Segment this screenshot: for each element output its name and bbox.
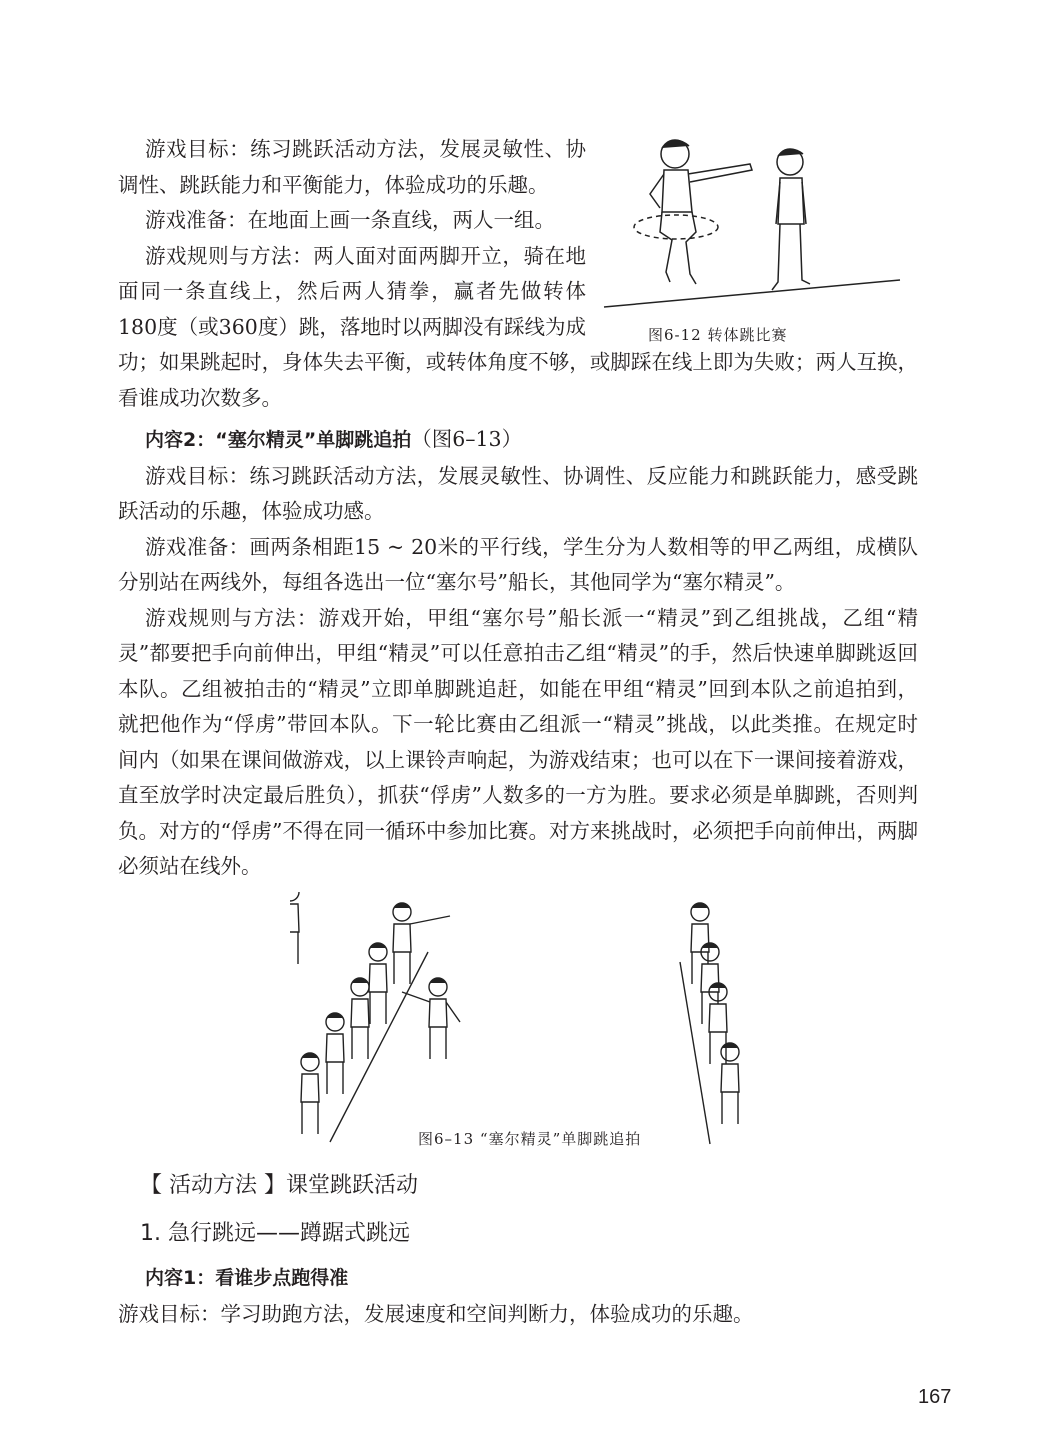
turning-jump-illustration [600, 132, 918, 344]
figure-6-12-caption: 图6-12 转体跳比赛 [648, 326, 788, 344]
section2-prep: 游戏准备：画两条相距15 ~ 20米的平行线，学生分为人数相等的甲乙两组，成横队分别站在两线外，每组各选出一位“塞尔号”船长，其他同学为“塞尔精灵”。 [118, 534, 918, 594]
section1-goal: 游戏目标：练习跳跃活动方法，发展灵敏性、协调性、跳跃能力和平衡能力，体验成功的乐趣。 [118, 137, 586, 197]
section1-prep: 游戏准备：在地面上画一条直线，两人一组。 [145, 208, 555, 232]
section2-title [118, 422, 918, 459]
section2-goal: 游戏目标：练习跳跃活动方法，发展灵敏性、协调性、反应能力和跳跃能力，感受跳跃活动的乐趣，体验成功感。 [118, 463, 918, 523]
section1-rules: 游戏规则与方法：两人面对面两脚开立，骑在地面同一条直线上，然后两人猜拳，赢者先做转体180度（或360度）跳，落地时以两脚没有踩线为成功；如果跳起时，身体失去平衡，或转体角度不够，或脚踩在线上即为失败；两人互换，看谁成功次数多。 [118, 243, 918, 410]
section2-text [118, 422, 918, 885]
section2-title-text: 内容2：“塞尔精灵”单脚跳追拍 [145, 429, 412, 451]
section3-heading: 【 活动方法 】课堂跳跃活动 [140, 1173, 418, 1198]
figure-6-13-caption: 图6–13 “塞尔精灵”单脚跳追拍 [418, 1130, 642, 1148]
figure-6-13-illustration [290, 892, 750, 1152]
section3-goal: 游戏目标：学习助跑方法，发展速度和空间判断力，体验成功的乐趣。 [118, 1301, 754, 1326]
section3-text [118, 1260, 918, 1332]
figure-6-12 [600, 132, 918, 344]
section1-text [118, 132, 918, 416]
section3-content-title: 内容1：看谁步点跑得准 [145, 1267, 349, 1289]
section3-subheading: 1. 急行跳远——蹲踞式跳远 [140, 1221, 410, 1246]
section2-rules: 游戏规则与方法：游戏开始，甲组“塞尔号”船长派一“精灵”到乙组挑战，乙组“精灵”都要把手向前伸出，甲组“精灵”可以任意拍击乙组“精灵”的手，然后快速单脚跳返回本队。乙组被拍击的“精灵”立即单脚跳追赶，如能在甲组“精灵”回到本队之前追拍到，就把他作为“俘虏”带回本队。下一轮比赛由乙组派一“精灵”挑战，以此类推。在规定时间内（如果在课间做游戏，以上课铃声响起，为游戏结束；也可以在下一课间接着游戏，直至放学时决定最后胜负），抓获“俘虏”人数多的一方为胜。要求必须是单脚跳，否则判负。对方的“俘虏”不得在同一循环中参加比赛。对方来挑战时，必须把手向前伸出，两脚必须站在线外。 [118, 605, 918, 878]
page-number: 167 [918, 1386, 952, 1408]
section2-figure-ref: （图6–13） [411, 427, 523, 451]
